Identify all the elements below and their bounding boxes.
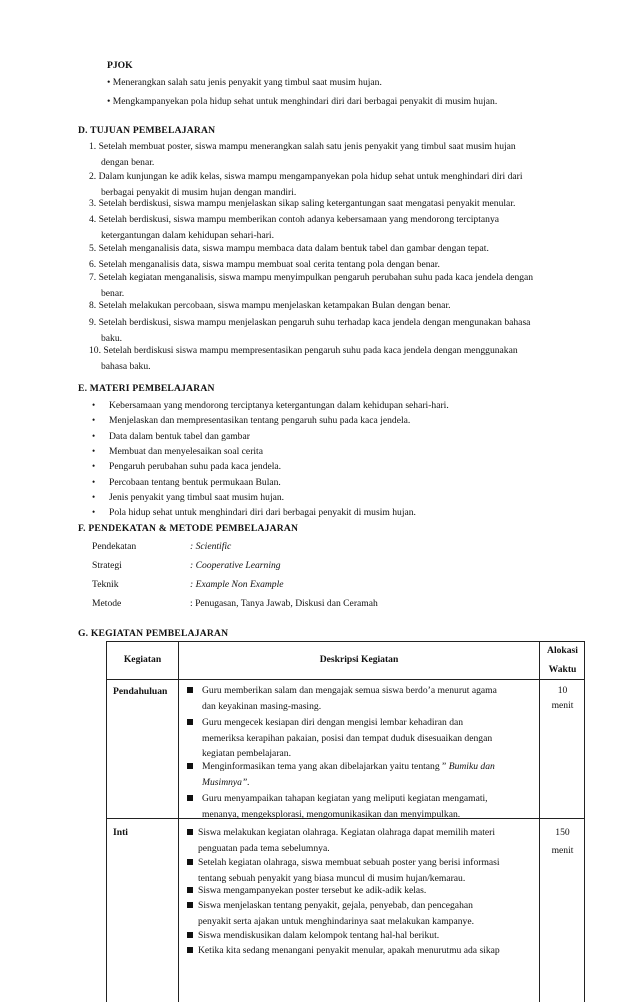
materi-item-text: Pengaruh perubahan suhu pada kaca jendela. — [109, 461, 282, 473]
tujuan-item-line: 5. Setelah menganalisis data, siswa mampu membaca data dalam bentuk tabel dan gambar dengan tepat. — [89, 243, 489, 254]
materi-item-text: Pola hidup sehat untuk menghindari diri dari berbagai penyakit di musim hujan. — [109, 507, 416, 519]
tujuan-item — [89, 298, 594, 314]
table-header-waktu: Waktu — [548, 664, 577, 675]
table-header-kegiatan: Kegiatan — [123, 654, 162, 665]
tujuan-item-line: dengan benar. — [101, 156, 155, 168]
pendekatan-value: : Cooperative Learning — [190, 560, 281, 571]
square-bullet-icon — [187, 719, 193, 725]
tujuan-item-line: 4. Setelah berdiskusi, siswa mampu memberikan contoh adanya kebersamaan yang mendorong terciptanya — [89, 214, 500, 225]
inti-item-line: Ketika kita sedang menangani penyakit menular, apakah menurutmu ada sikap — [198, 945, 500, 956]
square-bullet-icon — [187, 902, 193, 908]
pendahuluan-item — [187, 791, 532, 822]
bullet-icon: • — [92, 445, 96, 456]
time-pendahuluan-num: 10 — [557, 685, 568, 696]
tujuan-item-line: 1. Setelah membuat poster, siswa mampu menerangkan salah satu jenis penyakit yang timbul saat musim hujan — [89, 141, 516, 152]
inti-item — [187, 898, 537, 929]
materi-item-text: Menjelaskan dan mempresentasikan tentang pengaruh suhu pada kaca jendela. — [109, 415, 411, 427]
tujuan-item-line: 10. Setelah berdiskusi siswa mampu mempresentasikan pengaruh suhu pada kaca jendela dengan menggunakan — [89, 345, 518, 356]
tujuan-item-line: ketergantungan dalam kehidupan sehari-hari. — [101, 229, 274, 241]
inti-item — [187, 855, 537, 886]
materi-item — [92, 459, 281, 475]
square-bullet-icon — [187, 932, 193, 938]
materi-item — [92, 398, 449, 414]
inti-item-line: Siswa mengampanyekan poster tersebut ke adik-adik kelas. — [198, 885, 427, 896]
section-heading-materi: E. MATERI PEMBELAJARAN — [78, 383, 215, 394]
tujuan-item-line: 7. Setelah kegiatan menganalisis, siswa mampu menyimpulkan pengaruh perubahan suhu pada kaca jendela dengan — [89, 272, 534, 283]
tujuan-item — [89, 241, 594, 257]
square-bullet-icon — [187, 887, 193, 893]
materi-item — [92, 444, 263, 460]
tujuan-item — [89, 315, 594, 346]
inti-item-line: Siswa menjelaskan tentang penyakit, gejala, penyebab, dan pencegahan — [198, 900, 473, 911]
row-label-inti: Inti — [113, 827, 128, 838]
square-bullet-icon — [187, 763, 193, 769]
tujuan-item-line: 8. Setelah melakukan percobaan, siswa mampu menjelaskan ketampakan Bulan dengan benar. — [89, 300, 451, 311]
table-header-alokasi: Alokasi — [547, 645, 578, 656]
tujuan-item-line: benar. — [101, 287, 125, 299]
pendahuluan-item-line: menanya, mengeksplorasi, mengomunikasikan dan menyimpulkan. — [202, 808, 461, 820]
pendahuluan-item-line: dan keyakinan masing-masing. — [202, 700, 322, 712]
materi-item-text: Percobaan tentang bentuk permukaan Bulan. — [109, 476, 281, 488]
time-inti-unit: menit — [551, 845, 574, 856]
pendahuluan-item-line — [187, 759, 532, 775]
bullet-icon: • — [92, 461, 96, 472]
table-divider — [178, 641, 179, 1002]
tujuan-item-line: 3. Setelah berdiskusi, siswa mampu menjelaskan sikap saling ketergantungan saat mengatasi penyakit menular. — [89, 198, 516, 209]
bullet-icon: • — [92, 430, 96, 441]
time-inti-num: 150 — [555, 827, 570, 838]
square-bullet-icon — [187, 829, 193, 835]
materi-item — [92, 413, 410, 429]
pendahuluan-item-text: Menginformasikan tema yang akan dibelajarkan yaitu tentang ” — [202, 761, 447, 772]
materi-item-text: Jenis penyakit yang timbul saat musim hujan. — [109, 491, 285, 503]
pendahuluan-item — [187, 683, 532, 714]
bullet-icon: • — [92, 415, 96, 426]
pendahuluan-item-line: Guru memberikan salam dan mengajak semua siswa berdo’a menurut agama — [202, 685, 497, 696]
pendekatan-label: Strategi — [92, 560, 122, 571]
inti-item-line: Siswa melakukan kegiatan olahraga. Kegiatan olahraga dapat memilih materi — [198, 827, 496, 838]
materi-item — [92, 475, 281, 491]
square-bullet-icon — [187, 859, 193, 865]
inti-item — [187, 943, 537, 959]
square-bullet-icon — [187, 795, 193, 801]
inti-item-line: penyakit serta ajakan untuk menghindarinya saat melakukan kampanye. — [198, 915, 474, 927]
tujuan-item-line: bahasa baku. — [101, 360, 151, 372]
pendekatan-value: : Penugasan, Tanya Jawab, Diskusi dan Ceramah — [190, 598, 378, 609]
tujuan-item — [89, 196, 594, 212]
pjok-item: • Mengkampanyekan pola hidup sehat untuk menghindari diri dari berbagai penyakit di musim hujan. — [107, 96, 498, 107]
pendahuluan-item-line: Guru menyampaikan tahapan kegiatan yang meliputi kegiatan mengamati, — [202, 793, 488, 804]
section-heading-kegiatan: G. KEGIATAN PEMBELAJARAN — [78, 628, 229, 639]
materi-item — [92, 490, 284, 506]
tujuan-item-line: 2. Dalam kunjungan ke adik kelas, siswa mampu mengampanyekan pola hidup sehat untuk menghindari diri dari — [89, 171, 523, 182]
square-bullet-icon — [187, 947, 193, 953]
inti-item — [187, 928, 537, 944]
pjok-title: PJOK — [107, 60, 133, 71]
pendekatan-label: Teknik — [92, 579, 119, 590]
section-heading-tujuan: D. TUJUAN PEMBELAJARAN — [78, 125, 216, 136]
pendekatan-value: : Example Non Example — [190, 579, 284, 590]
inti-item-line: Setelah kegiatan olahraga, siswa membuat sebuah poster yang berisi informasi — [198, 857, 500, 868]
materi-item — [92, 505, 416, 521]
section-heading-pendekatan: F. PENDEKATAN & METODE PEMBELAJARAN — [78, 523, 299, 534]
materi-item-text: Kebersamaan yang mendorong terciptanya ketergantungan dalam kehidupan sehari-hari. — [109, 400, 449, 411]
pendahuluan-item-line: Musimnya”. — [202, 776, 250, 788]
time-pendahuluan-unit: menit — [551, 700, 574, 711]
materi-item-text: Data dalam bentuk tabel dan gambar — [109, 430, 250, 442]
tujuan-item — [89, 270, 594, 301]
pendahuluan-item — [187, 759, 532, 790]
pendahuluan-item-line: kegiatan pembelajaran. — [202, 748, 291, 759]
tujuan-item — [89, 212, 594, 243]
pendahuluan-item-text: Bumiku dan — [448, 761, 495, 772]
bullet-icon: • — [92, 491, 96, 502]
pendahuluan-item-line: memeriksa kerapihan pakaian, posisi dan tempat duduk disesuaikan dengan — [202, 732, 493, 744]
tujuan-item — [89, 139, 594, 170]
bullet-icon: • — [92, 400, 96, 410]
inti-item — [187, 825, 537, 856]
tujuan-item-line: berbagai penyakit di musim hujan dengan mandiri. — [101, 186, 297, 198]
inti-item — [187, 883, 537, 899]
tujuan-item-line: 6. Setelah menganalisis data, siswa mampu membuat soal cerita tentang pola dengan benar. — [89, 259, 440, 270]
pjok-item: • Menerangkan salah satu jenis penyakit yang timbul saat musim hujan. — [107, 77, 382, 88]
inti-item-line: penguatan pada tema sebelumnya. — [198, 842, 330, 854]
materi-item-text: Membuat dan menyelesaikan soal cerita — [109, 445, 263, 457]
materi-item — [92, 429, 250, 445]
pendekatan-label: Pendekatan — [92, 541, 137, 552]
inti-item-line: Siswa mendiskusikan dalam kelompok tentang hal-hal berikut. — [198, 930, 440, 941]
table-header-deskripsi: Deskripsi Kegiatan — [319, 654, 399, 665]
tujuan-item — [89, 343, 594, 374]
pendahuluan-item-line: Guru mengecek kesiapan diri dengan mengisi lembar kehadiran dan — [202, 717, 464, 728]
inti-item-line: tentang sebuah penyakit yang biasa muncul di musim hujan/kemarau. — [198, 872, 466, 884]
pendahuluan-item — [187, 715, 532, 762]
tujuan-item-line: 9. Setelah berdiskusi, siswa mampu menjelaskan pengaruh suhu terhadap kaca jendela dengan mengunakan bahasa — [89, 317, 531, 328]
pendekatan-value: : Scientific — [190, 541, 232, 552]
row-label-pendahuluan: Pendahuluan — [113, 686, 168, 697]
bullet-icon: • — [92, 476, 96, 487]
pendekatan-label: Metode — [92, 598, 122, 609]
tujuan-item-line: baku. — [101, 332, 123, 344]
bullet-icon: • — [92, 507, 96, 518]
square-bullet-icon — [187, 687, 193, 693]
